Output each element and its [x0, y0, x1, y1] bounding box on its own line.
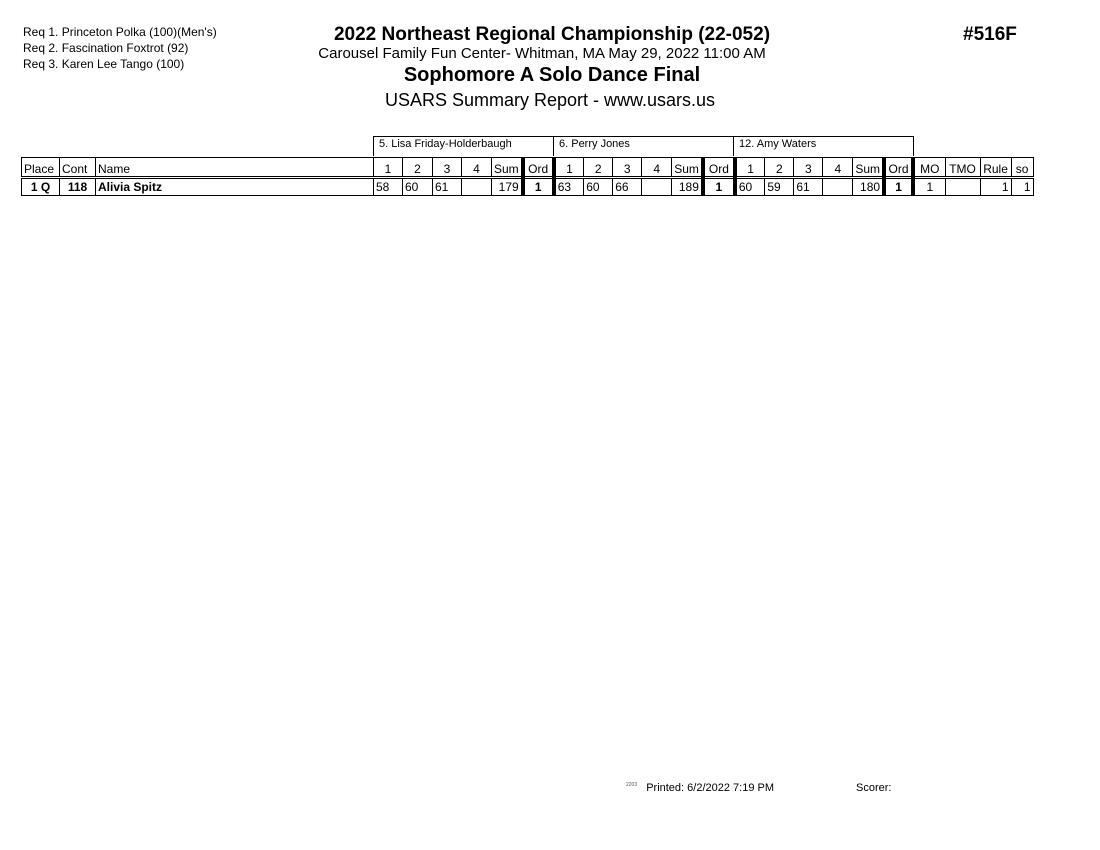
- report-title: USARS Summary Report - www.usars.us: [384, 90, 716, 110]
- j3-score3: 61: [794, 178, 823, 196]
- scorer-label: Scorer:: [856, 782, 892, 794]
- event-number: #516F: [963, 24, 1017, 45]
- col-cont: Cont: [60, 158, 96, 178]
- col-j3-dance1: 1: [735, 158, 765, 178]
- j3-sum: 180: [853, 178, 884, 196]
- competition-title: 2022 Northeast Regional Championship (22-052): [333, 24, 771, 45]
- col-name: Name: [96, 158, 374, 178]
- col-j2-sum: Sum: [672, 158, 703, 178]
- j1-score4: [462, 178, 492, 196]
- j1-sum: 179: [492, 178, 523, 196]
- judge-header-3: 12. Amy Waters: [733, 136, 914, 156]
- col-j3-dance4: 4: [823, 158, 853, 178]
- j2-score1: 63: [554, 178, 584, 196]
- judge-header-1: 5. Lisa Friday-Holderbaugh: [373, 136, 554, 156]
- col-j2-ord: Ord: [703, 158, 735, 178]
- footer-code: 2203: [626, 782, 638, 788]
- j2-ord: 1: [703, 178, 735, 196]
- j3-score2: 59: [765, 178, 794, 196]
- col-j1-dance1: 1: [374, 158, 403, 178]
- col-j2-dance4: 4: [642, 158, 672, 178]
- requirement-1: Req 1. Princeton Polka (100)(Men's): [23, 25, 217, 39]
- j2-sum: 189: [672, 178, 703, 196]
- j3-score1: 60: [735, 178, 765, 196]
- col-rule: Rule: [980, 158, 1011, 178]
- results-table: [21, 157, 1034, 196]
- col-j3-sum: Sum: [853, 158, 884, 178]
- col-j2-dance2: 2: [584, 158, 613, 178]
- requirement-3: Req 3. Karen Lee Tango (100): [23, 57, 185, 71]
- j2-score4: [642, 178, 672, 196]
- j1-score3: 61: [433, 178, 462, 196]
- footer-printed: [626, 782, 774, 794]
- printed-timestamp: Printed: 6/2/2022 7:19 PM: [646, 782, 774, 794]
- mo-cell: 1: [913, 178, 945, 196]
- col-j1-dance4: 4: [462, 158, 492, 178]
- venue-date: Carousel Family Fun Center- Whitman, MA May 29, 2022 11:00 AM: [318, 45, 766, 62]
- requirement-2: Req 2. Fascination Foxtrot (92): [23, 41, 189, 55]
- event-title: Sophomore A Solo Dance Final: [403, 64, 701, 86]
- col-mo: MO: [913, 158, 945, 178]
- col-j3-dance2: 2: [765, 158, 794, 178]
- col-j3-dance3: 3: [794, 158, 823, 178]
- j3-ord: 1: [884, 178, 913, 196]
- tmo-cell: [945, 178, 980, 196]
- col-tmo: TMO: [945, 158, 980, 178]
- table-row: [22, 178, 1034, 196]
- col-j2-dance3: 3: [613, 158, 642, 178]
- place-cell: 1 Q: [22, 178, 60, 196]
- j1-score1: 58: [374, 178, 403, 196]
- col-j2-dance1: 1: [554, 158, 584, 178]
- so-cell: 1: [1011, 178, 1033, 196]
- j1-score2: 60: [403, 178, 433, 196]
- col-j1-sum: Sum: [492, 158, 523, 178]
- j2-score2: 60: [584, 178, 613, 196]
- cont-cell: 118: [60, 178, 96, 196]
- col-so: so: [1011, 158, 1033, 178]
- j1-ord: 1: [523, 178, 554, 196]
- name-cell: Alivia Spitz: [96, 178, 374, 196]
- col-j1-ord: Ord: [523, 158, 554, 178]
- j2-score3: 66: [613, 178, 642, 196]
- col-place: Place: [22, 158, 60, 178]
- j3-score4: [823, 178, 853, 196]
- col-j1-dance2: 2: [403, 158, 433, 178]
- col-j1-dance3: 3: [433, 158, 462, 178]
- rule-cell: 1: [980, 178, 1011, 196]
- judge-header-2: 6. Perry Jones: [553, 136, 734, 156]
- col-j3-ord: Ord: [884, 158, 913, 178]
- header-row: [22, 158, 1034, 178]
